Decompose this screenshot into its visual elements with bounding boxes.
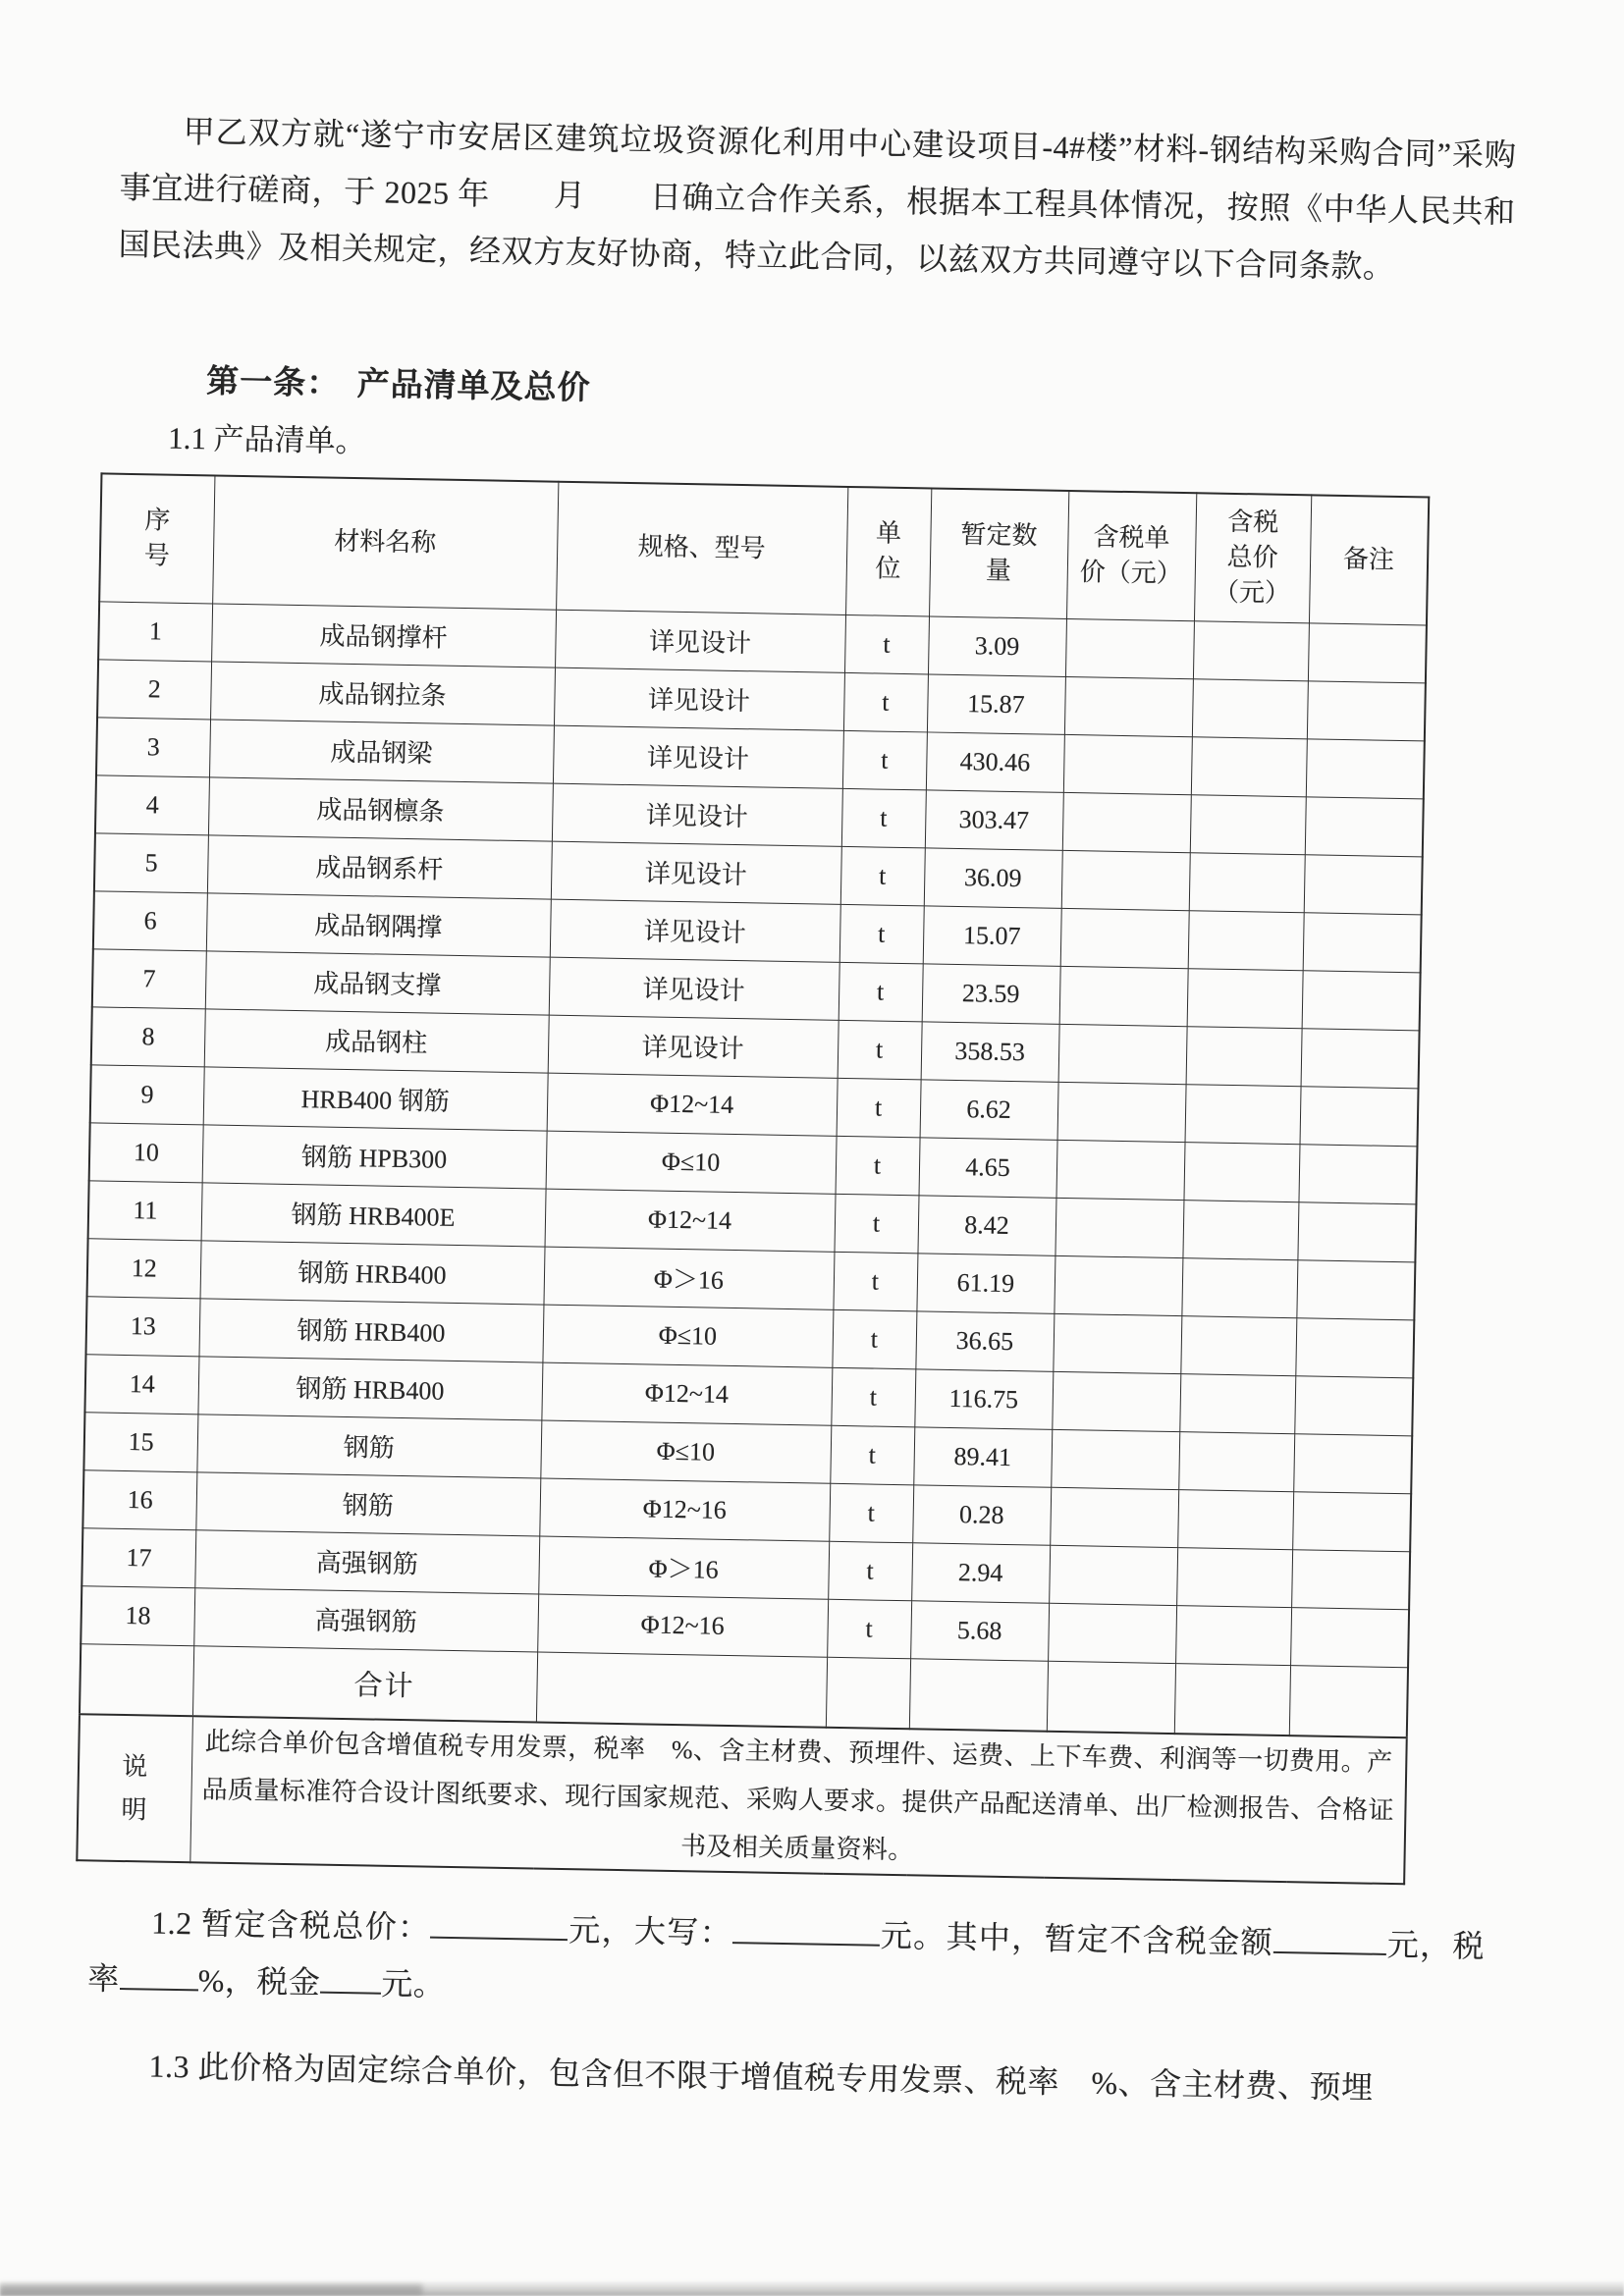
total-price — [1176, 1547, 1292, 1607]
total-price — [1188, 910, 1304, 970]
unit: t — [841, 788, 926, 848]
product-list-table — [76, 472, 1430, 1885]
total-spec-cell — [536, 1652, 827, 1728]
spec: Φ12~14 — [547, 1073, 838, 1136]
total-price — [1175, 1605, 1291, 1665]
unit: t — [832, 1309, 916, 1369]
unit: t — [838, 1020, 922, 1080]
total-price — [1186, 1026, 1302, 1086]
quantity: 116.75 — [914, 1368, 1053, 1428]
row-number: 15 — [83, 1412, 197, 1471]
total-price — [1180, 1315, 1296, 1375]
material-name: 高强钢筋 — [193, 1587, 538, 1651]
unit-price — [1051, 1429, 1179, 1489]
quantity: 3.09 — [928, 615, 1066, 675]
header-unit: 单 位 — [845, 487, 931, 615]
spec: Φ≤10 — [540, 1420, 831, 1483]
unit: t — [830, 1425, 914, 1485]
unit-price — [1052, 1371, 1180, 1431]
row-number: 12 — [87, 1238, 201, 1298]
unit-price — [1054, 1255, 1182, 1315]
spec: Φ≤10 — [546, 1131, 837, 1194]
material-name: 成品钢柱 — [204, 1008, 549, 1072]
header-material-name: 材料名称 — [212, 475, 558, 609]
clause-1-2-seg4: %，税金 — [197, 1962, 321, 2001]
spec: 详见设计 — [548, 1015, 839, 1078]
spec: Φ＞16 — [538, 1536, 829, 1599]
clause-1-2-seg1: 元，大写： — [568, 1912, 733, 1951]
unit: t — [828, 1541, 912, 1601]
quantity: 0.28 — [912, 1484, 1051, 1544]
remark — [1307, 680, 1426, 740]
quantity: 23.59 — [922, 963, 1060, 1023]
quantity: 430.46 — [926, 731, 1064, 791]
clause-1-3: 1.3 此价格为固定综合单价，包含但不限于增值税专用发票、税率 %、含主材费、预埋 — [148, 2048, 1374, 2106]
material-name: 成品钢檩条 — [208, 776, 553, 840]
total-price — [1179, 1373, 1295, 1433]
quantity: 4.65 — [919, 1137, 1057, 1197]
remark — [1291, 1549, 1410, 1609]
row-number: 4 — [95, 774, 209, 834]
spec: 详见设计 — [551, 841, 841, 904]
unit-price — [1057, 1082, 1186, 1142]
quantity: 2.94 — [911, 1542, 1050, 1602]
remark — [1306, 738, 1425, 798]
quantity: 36.09 — [924, 847, 1062, 907]
material-name: 成品钢支撑 — [205, 950, 550, 1014]
row-number: 3 — [96, 717, 210, 776]
spec: 详见设计 — [550, 899, 840, 962]
header-unit-price: 含税单 价（元） — [1066, 491, 1196, 620]
scan-bottom-left-shadow — [0, 2284, 422, 2295]
header-spec: 规格、型号 — [556, 482, 847, 614]
row-number: 11 — [88, 1180, 202, 1240]
unit-price — [1065, 618, 1194, 678]
row-number: 8 — [91, 1006, 205, 1066]
spec: Φ12~16 — [537, 1594, 828, 1657]
material-name: 高强钢筋 — [194, 1529, 539, 1593]
note-label: 说 明 — [77, 1714, 192, 1862]
row-number: 13 — [86, 1296, 200, 1356]
unit-price — [1050, 1487, 1178, 1547]
clause-1-2-seg3: 元，税率 — [86, 1926, 1486, 1997]
blank-tax-rate — [119, 1956, 198, 1991]
row-number: 10 — [89, 1122, 203, 1182]
unit: t — [834, 1194, 918, 1254]
unit-price — [1059, 966, 1188, 1026]
remark — [1290, 1607, 1409, 1667]
unit: t — [843, 672, 928, 732]
blank-total-price — [430, 1905, 568, 1941]
material-name: 钢筋 HRB400 — [198, 1298, 543, 1362]
clause-1-2-seg0: 1.2 暂定含税总价： — [150, 1904, 431, 1946]
total-price — [1193, 620, 1309, 680]
total-price — [1192, 678, 1308, 738]
remark — [1302, 970, 1421, 1030]
quantity: 15.87 — [927, 673, 1065, 733]
row-number: 7 — [92, 948, 206, 1008]
unit-price — [1056, 1140, 1185, 1200]
remark — [1295, 1317, 1414, 1377]
material-name: 成品钢隅撑 — [206, 892, 551, 956]
row-number: 5 — [94, 832, 208, 892]
spec: Φ12~14 — [541, 1362, 832, 1425]
quantity: 15.07 — [923, 905, 1061, 965]
material-name: 成品钢撑杆 — [211, 603, 556, 667]
material-name: 钢筋 HRB400 — [200, 1240, 545, 1304]
total-price — [1178, 1431, 1294, 1491]
unit-price — [1063, 734, 1192, 794]
quantity: 358.53 — [921, 1021, 1059, 1081]
remark — [1300, 1086, 1419, 1146]
blank-amount-excl-tax — [1273, 1920, 1387, 1955]
total-qty-cell — [909, 1658, 1048, 1731]
unit: t — [833, 1252, 917, 1311]
clause-1-2 — [87, 1893, 1486, 2031]
unit-price — [1048, 1603, 1176, 1663]
row-number: 2 — [97, 659, 211, 719]
spec: 详见设计 — [549, 957, 839, 1020]
remark — [1305, 796, 1424, 856]
remark — [1303, 912, 1422, 972]
spec: 详见设计 — [552, 783, 842, 846]
material-name: 钢筋 HRB400 — [197, 1356, 542, 1419]
total-label: 合计 — [192, 1645, 537, 1722]
unit: t — [844, 614, 929, 674]
row-number: 1 — [98, 601, 212, 661]
note-row — [77, 1714, 1406, 1884]
remark — [1304, 854, 1423, 914]
total-price — [1183, 1142, 1299, 1201]
intro-paragraph: 甲乙双方就“遂宁市安居区建筑垃圾资源化利用中心建设项目-4#楼”材料-钢结构采购合同”采购事宜进行磋商，于 2025 年 月 日确立合作关系，根据本工程具体情况，按照《中华人民共和国民法典》及相关规定，经双方友好协商，特立此合同，以兹双方共同遵守以下合同条款。 — [118, 113, 1517, 285]
total-price — [1177, 1489, 1293, 1549]
spec: Φ12~16 — [539, 1478, 830, 1541]
total-price — [1191, 736, 1307, 796]
material-name: 成品钢系杆 — [207, 834, 552, 898]
material-name: 钢筋 — [196, 1414, 541, 1477]
row-number: 18 — [81, 1585, 194, 1645]
quantity: 8.42 — [917, 1195, 1056, 1255]
header-total-price: 含税 总价 （元） — [1194, 493, 1311, 622]
unit: t — [831, 1367, 915, 1427]
unit-price — [1058, 1024, 1187, 1084]
unit-price — [1062, 792, 1191, 852]
total-row-no-cell — [80, 1643, 193, 1716]
remark — [1292, 1491, 1411, 1551]
material-name: 钢筋 — [195, 1471, 540, 1535]
spec: Φ＞16 — [543, 1247, 834, 1309]
material-name: HRB400 钢筋 — [203, 1066, 548, 1130]
blank-amount-in-words — [732, 1910, 881, 1947]
unit-price — [1055, 1198, 1183, 1257]
unit: t — [839, 962, 923, 1022]
unit: t — [840, 846, 925, 906]
row-number: 9 — [90, 1064, 204, 1124]
quantity: 6.62 — [920, 1079, 1058, 1139]
row-number: 16 — [82, 1469, 196, 1529]
total-unit-price-cell — [1047, 1661, 1175, 1734]
quantity: 36.65 — [915, 1310, 1054, 1370]
row-number: 17 — [81, 1527, 195, 1587]
unit: t — [829, 1483, 913, 1543]
total-price — [1181, 1257, 1297, 1317]
table-header-row — [99, 473, 1429, 624]
remark — [1294, 1375, 1413, 1435]
total-price — [1189, 852, 1305, 912]
clause-1-2-seg5: 元。 — [381, 1965, 446, 2002]
row-number: 14 — [84, 1354, 198, 1414]
total-price — [1187, 968, 1303, 1028]
total-unit-cell — [826, 1657, 910, 1730]
clause-1-2-seg2: 元。其中，暂定不含税金额 — [879, 1917, 1274, 1960]
spec: 详见设计 — [555, 610, 845, 672]
unit-price — [1060, 908, 1189, 968]
total-total-price-cell — [1174, 1663, 1290, 1735]
material-name: 钢筋 HPB300 — [202, 1124, 547, 1188]
row-number: 6 — [93, 890, 207, 950]
unit: t — [837, 1078, 921, 1138]
quantity: 89.41 — [913, 1426, 1052, 1486]
spec: 详见设计 — [553, 725, 843, 788]
header-no: 序 号 — [99, 473, 214, 603]
quantity: 61.19 — [916, 1253, 1055, 1312]
header-qty: 暂定数 量 — [929, 488, 1068, 617]
total-price — [1182, 1200, 1298, 1259]
material-name: 成品钢拉条 — [210, 661, 555, 724]
remark — [1298, 1144, 1417, 1203]
note-text: 此综合单价包含增值税专用发票，税率 %、含主材费、预埋件、运费、上下车费、利润等一切费用。产品质量标准符合设计图纸要求、现行国家规范、采购人要求。提供产品配送清单、出厂检测报告、合格证书及相关质量资料。 — [189, 1716, 1406, 1884]
unit-price — [1053, 1313, 1181, 1373]
unit-price — [1061, 850, 1190, 910]
material-name: 成品钢梁 — [209, 719, 554, 782]
quantity: 5.68 — [910, 1600, 1049, 1660]
material-name: 钢筋 HRB400E — [201, 1182, 546, 1246]
unit-price — [1049, 1545, 1177, 1605]
clause-1-1: 1.1 产品清单。 — [167, 420, 366, 459]
total-remark-cell — [1289, 1665, 1408, 1737]
unit: t — [839, 904, 924, 964]
remark — [1296, 1259, 1415, 1319]
total-price — [1190, 794, 1306, 854]
remark — [1293, 1433, 1412, 1493]
blank-tax-amount — [320, 1960, 382, 1995]
article-1-heading: 第一条： 产品清单及总价 — [205, 364, 591, 407]
remark — [1297, 1201, 1416, 1261]
total-price — [1185, 1084, 1301, 1144]
unit: t — [842, 730, 927, 790]
header-remark: 备注 — [1309, 495, 1429, 624]
unit: t — [836, 1136, 920, 1196]
remark — [1301, 1028, 1420, 1088]
spec: Φ≤10 — [542, 1305, 833, 1367]
unit-price — [1064, 676, 1193, 736]
spec: Φ12~14 — [545, 1189, 836, 1252]
spec: 详见设计 — [554, 667, 844, 730]
quantity: 303.47 — [925, 789, 1063, 849]
unit: t — [827, 1599, 911, 1659]
product-table-body — [77, 601, 1427, 1884]
remark — [1308, 622, 1427, 682]
